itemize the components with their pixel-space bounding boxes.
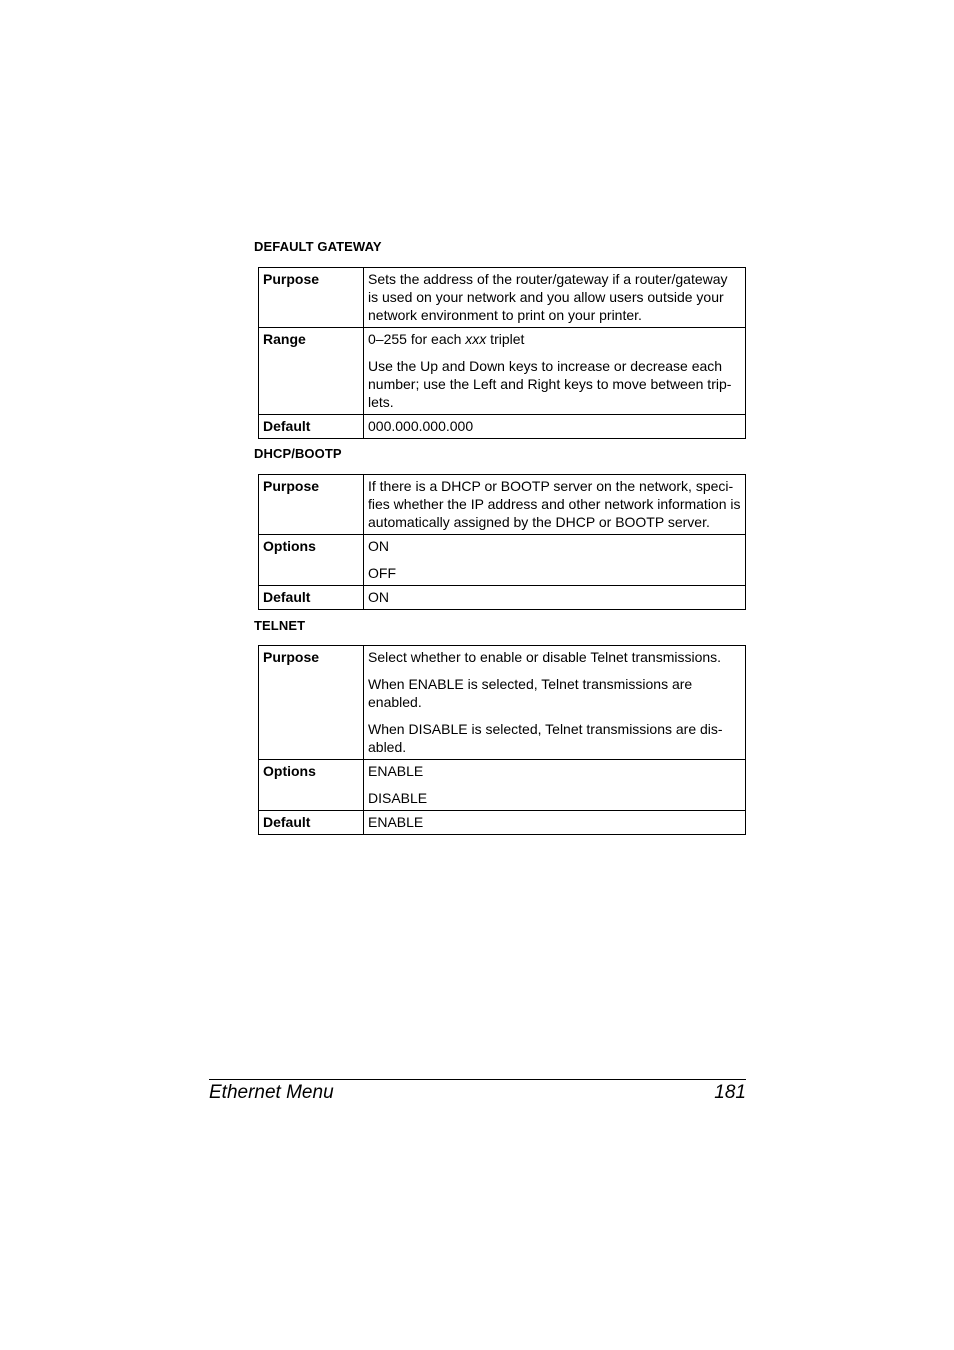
value-line: DISABLE (368, 790, 428, 806)
section-title-default-gateway: DEFAULT GATEWAY (254, 239, 382, 254)
row-value-default (364, 811, 746, 835)
row-key-default: Default (259, 415, 364, 439)
footer-page-number: 181 (714, 1082, 746, 1103)
row-value-default (364, 586, 746, 610)
table-row (259, 328, 746, 415)
table-row (259, 415, 746, 439)
row-key-purpose: Purpose (259, 268, 364, 328)
table-row (259, 646, 746, 760)
value-line: ON (368, 589, 389, 605)
dhcp-bootp-table (258, 474, 746, 610)
row-key-default: Default (259, 586, 364, 610)
default-gateway-table (258, 267, 746, 439)
value-line: ENABLE (368, 763, 424, 779)
table-row (259, 586, 746, 610)
row-key-options: Options (259, 535, 364, 586)
value-line: ON (368, 538, 389, 554)
section-title-dhcp-bootp: DHCP/BOOTP (254, 446, 342, 461)
footer-chapter-title: Ethernet Menu (209, 1082, 334, 1103)
value-line: Select whether to enable or disable Telnet transmissions. (368, 649, 722, 665)
row-key-options: Options (259, 760, 364, 811)
table-row (259, 535, 746, 586)
row-value-purpose (364, 268, 746, 328)
row-key-purpose: Purpose (259, 475, 364, 535)
range-line-rich: 0–255 for each xxx triplet (368, 331, 525, 347)
footer-rule (209, 1079, 746, 1080)
row-value-range (364, 328, 746, 415)
value-line: Use the Up and Down keys to increase or decrease each number; use the Left and Right keys to move between trip-lets. (368, 358, 732, 410)
row-key-purpose: Purpose (259, 646, 364, 760)
row-value-options (364, 760, 746, 811)
table-row (259, 811, 746, 835)
value-line: When ENABLE is selected, Telnet transmissions are enabled. (368, 676, 693, 710)
row-key-range: Range (259, 328, 364, 415)
value-line: If there is a DHCP or BOOTP server on the network, speci-fies whether the IP address and other network information is automatically assigned by the DHCP or BOOTP server. (368, 478, 741, 530)
telnet-table (258, 645, 746, 835)
value-line (368, 330, 741, 348)
value-line: Sets the address of the router/gateway if a router/gateway is used on your network and you allow users outside your network environment to print on your printer. (368, 271, 728, 323)
row-value-default (364, 415, 746, 439)
section-title-telnet: TELNET (254, 618, 306, 633)
table-row (259, 268, 746, 328)
table-row (259, 760, 746, 811)
table-row (259, 475, 746, 535)
value-line: When DISABLE is selected, Telnet transmissions are dis-abled. (368, 721, 723, 755)
row-value-options (364, 535, 746, 586)
value-line: 000.000.000.000 (368, 418, 474, 434)
value-line: OFF (368, 565, 396, 581)
row-value-purpose (364, 646, 746, 760)
row-key-default: Default (259, 811, 364, 835)
value-line: ENABLE (368, 814, 424, 830)
row-value-purpose (364, 475, 746, 535)
